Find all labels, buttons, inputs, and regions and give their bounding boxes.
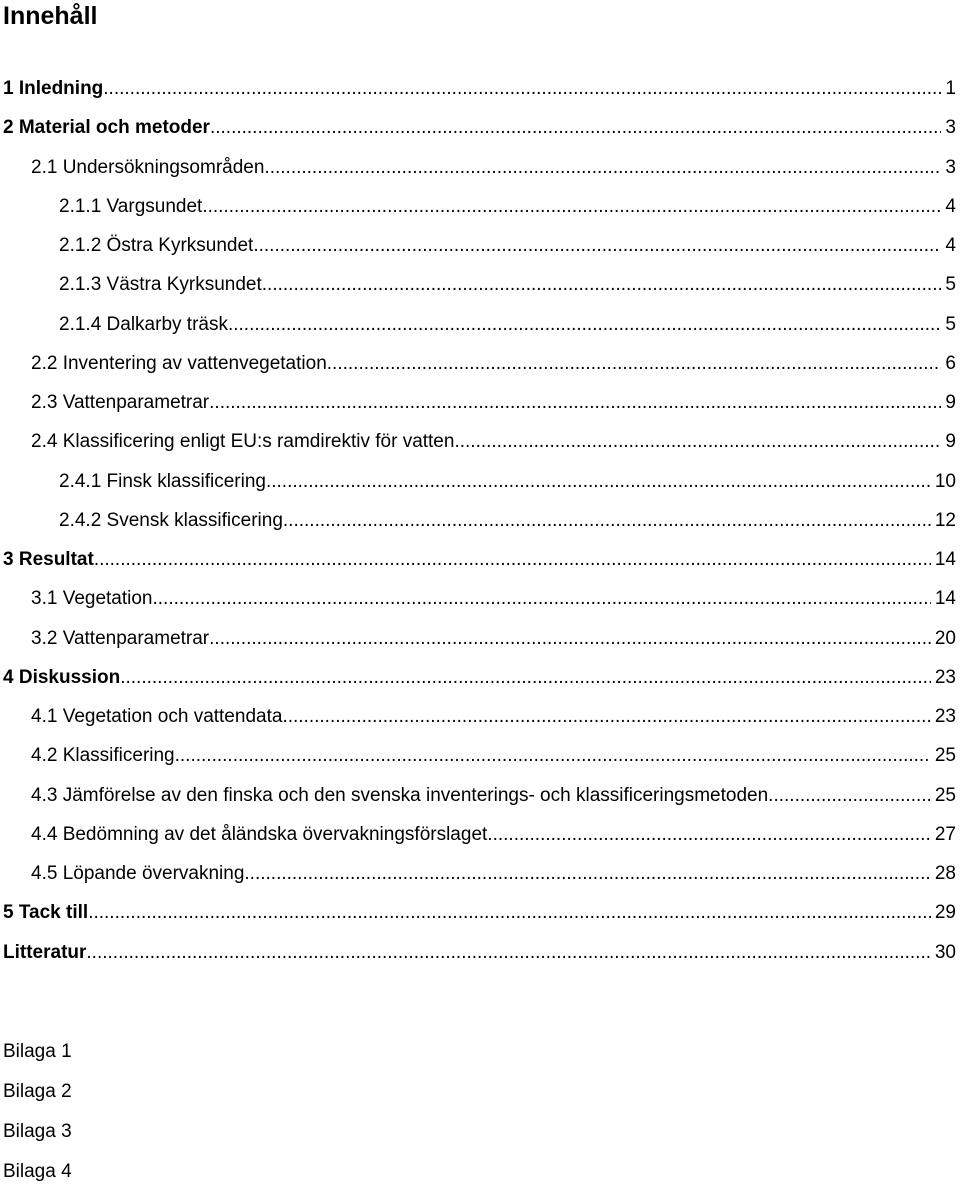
table-of-contents: [0, 69, 960, 972]
toc-entry-link[interactable]: [3, 893, 956, 932]
toc-dot-leader: [282, 697, 930, 736]
appendix-item[interactable]: Bilaga 4: [3, 1161, 72, 1182]
toc-page-number: 25: [934, 745, 956, 767]
toc-entry-label: 4.3 Jämförelse av den finska och den svenska inventerings- och klassificeringsmetoden: [31, 784, 769, 806]
appendix-item[interactable]: Bilaga 2: [3, 1081, 72, 1102]
toc-entry-link[interactable]: [31, 736, 956, 775]
toc-entry-label: 4.4 Bedömning av det åländska övervakningsförslaget: [31, 823, 488, 845]
toc-dot-leader: [209, 619, 931, 658]
toc-row: [0, 305, 960, 344]
toc-page-number: 3: [945, 117, 956, 139]
toc-dot-leader: [209, 383, 941, 422]
toc-dot-leader: [454, 422, 941, 461]
toc-entry-link[interactable]: [3, 108, 956, 147]
toc-dot-leader: [327, 344, 942, 383]
toc-entry-label: 2.1.1 Vargsundet: [59, 195, 203, 217]
toc-dot-leader: [202, 187, 941, 226]
toc-dot-leader: [86, 933, 930, 972]
toc-page-number: 29: [934, 902, 956, 924]
toc-row: [0, 462, 960, 501]
toc-row: [0, 69, 960, 108]
toc-entry-label: 4.2 Klassificering: [31, 745, 175, 767]
toc-page-number: 9: [945, 431, 956, 453]
toc-entry-link[interactable]: [59, 305, 956, 344]
toc-entry-label: 2.4.2 Svensk klassificering: [59, 509, 283, 531]
toc-page-number: 12: [934, 509, 956, 531]
toc-row: [0, 422, 960, 461]
toc-entry-link[interactable]: [59, 187, 956, 226]
toc-entry-link[interactable]: [31, 148, 956, 187]
toc-entry-link[interactable]: [59, 501, 956, 540]
toc-dot-leader: [228, 305, 941, 344]
toc-entry-label: 2.3 Vattenparametrar: [31, 392, 210, 413]
toc-entry-link[interactable]: [31, 697, 956, 736]
toc-entry-link[interactable]: [3, 658, 956, 697]
toc-row: [0, 776, 960, 815]
toc-entry-link[interactable]: [31, 422, 956, 461]
appendix-item[interactable]: Bilaga 1: [3, 1041, 72, 1062]
toc-row: [0, 933, 960, 972]
toc-page-number: 9: [945, 392, 956, 413]
toc-page-number: 3: [945, 156, 956, 178]
page-title: Innehåll: [3, 2, 98, 30]
toc-entry-label: 2.1.4 Dalkarby träsk: [59, 313, 228, 335]
toc-dot-leader: [210, 108, 941, 147]
toc-entry-label: 2 Material och metoder: [3, 117, 210, 139]
toc-dot-leader: [262, 265, 942, 304]
toc-dot-leader: [253, 226, 941, 265]
toc-dot-leader: [768, 776, 931, 815]
toc-page-number: 20: [934, 627, 956, 649]
appendix-item[interactable]: Bilaga 3: [3, 1121, 72, 1142]
toc-row: [0, 815, 960, 854]
toc-entry-link[interactable]: [31, 776, 956, 815]
toc-page-number: 5: [945, 313, 956, 335]
toc-entry-label: 2.1.2 Östra Kyrksundet: [59, 235, 254, 256]
toc-row: [0, 854, 960, 893]
toc-row: [0, 501, 960, 540]
toc-entry-label: 3.2 Vattenparametrar: [31, 627, 210, 649]
toc-page-number: 25: [934, 784, 956, 806]
toc-page-number: 14: [934, 549, 956, 570]
toc-row: [0, 658, 960, 697]
toc-page-number: 5: [945, 274, 956, 296]
toc-page-number: 30: [934, 941, 956, 963]
toc-entry-link[interactable]: [31, 815, 956, 854]
toc-dot-leader: [94, 540, 931, 579]
toc-row: [0, 187, 960, 226]
toc-row: [0, 226, 960, 265]
toc-entry-link[interactable]: [31, 344, 956, 383]
toc-entry-link[interactable]: [31, 854, 956, 893]
toc-row: [0, 893, 960, 932]
toc-entry-link[interactable]: [31, 619, 956, 658]
toc-entry-label: 3.1 Vegetation: [31, 588, 153, 610]
toc-entry-label: 2.2 Inventering av vattenvegetation: [31, 352, 327, 374]
toc-page-number: 4: [945, 195, 956, 217]
toc-dot-leader: [487, 815, 931, 854]
toc-entry-link[interactable]: [31, 383, 956, 422]
toc-page-number: 28: [934, 863, 956, 884]
toc-entry-label: 4 Diskussion: [3, 666, 121, 688]
toc-entry-link[interactable]: [3, 933, 956, 972]
toc-entry-link[interactable]: [59, 265, 956, 304]
toc-entry-label: 1 Inledning: [3, 78, 104, 99]
appendix-list: [3, 1032, 72, 1192]
toc-row: [0, 736, 960, 775]
toc-dot-leader: [120, 658, 931, 697]
toc-entry-label: 2.4.1 Finsk klassificering: [59, 470, 266, 492]
toc-row: [0, 383, 960, 422]
toc-entry-link[interactable]: [59, 226, 956, 265]
toc-page-number: 10: [934, 470, 956, 492]
toc-dot-leader: [88, 893, 931, 932]
toc-row: [0, 697, 960, 736]
toc-entry-label: 2.1 Undersökningsområden: [31, 156, 265, 178]
toc-dot-leader: [153, 579, 931, 618]
toc-row: [0, 579, 960, 618]
toc-dot-leader: [266, 462, 931, 501]
toc-row: [0, 344, 960, 383]
toc-dot-leader: [175, 736, 931, 775]
toc-entry-label: Litteratur: [3, 941, 87, 963]
toc-entry-label: 3 Resultat: [3, 549, 94, 570]
toc-page-number: 6: [945, 352, 956, 374]
toc-entry-link[interactable]: [59, 462, 956, 501]
toc-page-number: 1: [945, 78, 956, 99]
toc-dot-leader: [283, 501, 931, 540]
toc-entry-link[interactable]: [3, 69, 956, 108]
toc-entry-label: 2.1.3 Västra Kyrksundet: [59, 274, 262, 296]
toc-row: [0, 619, 960, 658]
toc-entry-label: 2.4 Klassificering enligt EU:s ramdirektiv för vatten: [31, 431, 455, 453]
toc-page-number: 14: [934, 588, 956, 610]
toc-page-number: 23: [934, 666, 956, 688]
toc-page-number: 4: [945, 235, 956, 256]
toc-row: [0, 148, 960, 187]
toc-row: [0, 540, 960, 579]
toc-entry-link[interactable]: [31, 579, 956, 618]
toc-row: [0, 108, 960, 147]
toc-entry-label: 5 Tack till: [3, 902, 89, 924]
toc-entry-link[interactable]: [3, 540, 956, 579]
toc-dot-leader: [103, 69, 941, 108]
toc-entry-label: 4.1 Vegetation och vattendata: [31, 706, 283, 727]
toc-page-number: 27: [934, 823, 956, 845]
toc-dot-leader: [264, 148, 941, 187]
toc-entry-label: 4.5 Löpande övervakning: [31, 863, 245, 884]
toc-dot-leader: [244, 854, 930, 893]
toc-page-number: 23: [934, 706, 956, 727]
toc-row: [0, 265, 960, 304]
